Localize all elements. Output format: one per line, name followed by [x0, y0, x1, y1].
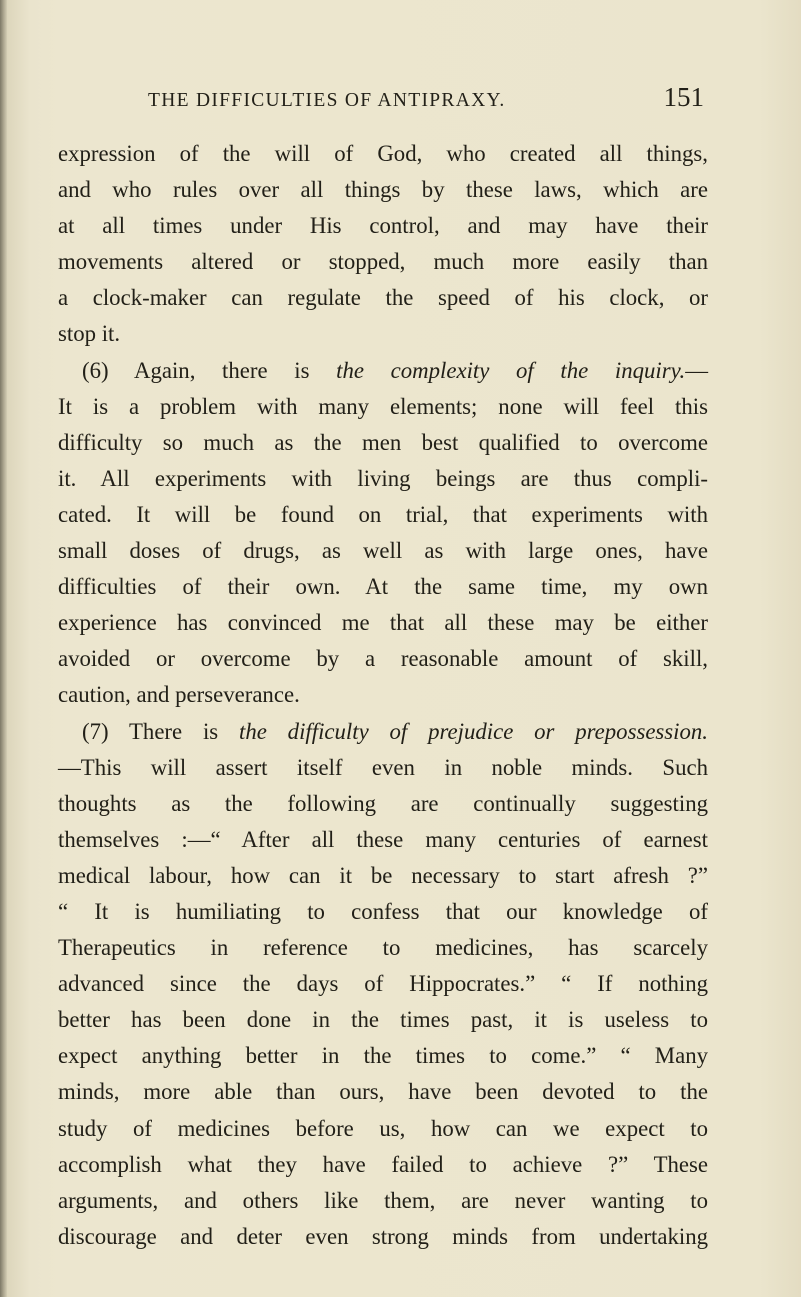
text-line: It is a problem with many elements; none will feel this [58, 393, 708, 419]
text-line: medical labour, how can it be necessary to start afresh ?” [58, 862, 708, 888]
text-line: themselves :—“ After all these many centuries of earnest [58, 826, 708, 852]
text-line: minds, more able than ours, have been devoted to the [58, 1079, 708, 1105]
running-head: THE DIFFICULTIES OF ANTIPRAXY. [148, 90, 506, 111]
text-line: study of medicines before us, how can we expect to [58, 1115, 708, 1141]
text-line: movements altered or stopped, much more easily than [58, 249, 708, 275]
text-line-italic [58, 714, 708, 750]
text-line: thoughts as the following are continually suggesting [58, 790, 708, 816]
italic-phrase: the complexity of the inquiry. [336, 357, 686, 383]
body-text [58, 136, 708, 1255]
text-line: and who rules over all things by these laws, which are [58, 177, 708, 203]
text-line: at all times under His control, and may have their [58, 213, 708, 239]
text-line: difficulties of their own. At the same time, my own [58, 574, 708, 600]
text-line: avoided or overcome by a reasonable amount of skill, [58, 646, 708, 672]
text-line: caution, and perseverance. [58, 682, 300, 708]
text-span: (7) There is [82, 718, 239, 744]
text-line: discourage and deter even strong minds from undertaking [58, 1223, 708, 1249]
text-line: better has been done in the times past, it is useless to [58, 1007, 708, 1033]
text-line: stop it. [58, 321, 121, 347]
text-line: a clock-maker can regulate the speed of his clock, or [58, 285, 708, 311]
text-line-italic [58, 353, 708, 389]
text-line: it. All experiments with living beings are thus compli- [58, 465, 708, 491]
text-line: “ It is humiliating to confess that our knowledge of [58, 898, 708, 924]
italic-phrase: the difficulty of prejudice or prepossession. [239, 718, 709, 744]
text-line: expect anything better in the times to come.” “ Many [58, 1043, 708, 1069]
page-number: 151 [663, 82, 704, 112]
text-line: —This will assert itself even in noble minds. Such [58, 754, 708, 780]
text-line: small doses of drugs, as well as with large ones, have [58, 538, 708, 564]
binding-edge [0, 0, 7, 1297]
text-line: accomplish what they have failed to achieve ?” These [58, 1151, 708, 1177]
text-line: expression of the will of God, who created all things, [58, 141, 708, 166]
text-line: advanced since the days of Hippocrates.” “ If nothing [58, 971, 708, 997]
text-line: cated. It will be found on trial, that experiments with [58, 501, 708, 527]
text-line: experience has convinced me that all these may be either [58, 610, 708, 636]
text-line: arguments, and others like them, are never wanting to [58, 1187, 708, 1213]
text-line: difficulty so much as the men best qualified to overcome [58, 429, 708, 455]
text-line: Therapeutics in reference to medicines, has scarcely [58, 935, 708, 961]
text-span: (6) Again, there is [82, 357, 337, 383]
text-span: — [685, 357, 708, 383]
page-header [148, 82, 704, 126]
